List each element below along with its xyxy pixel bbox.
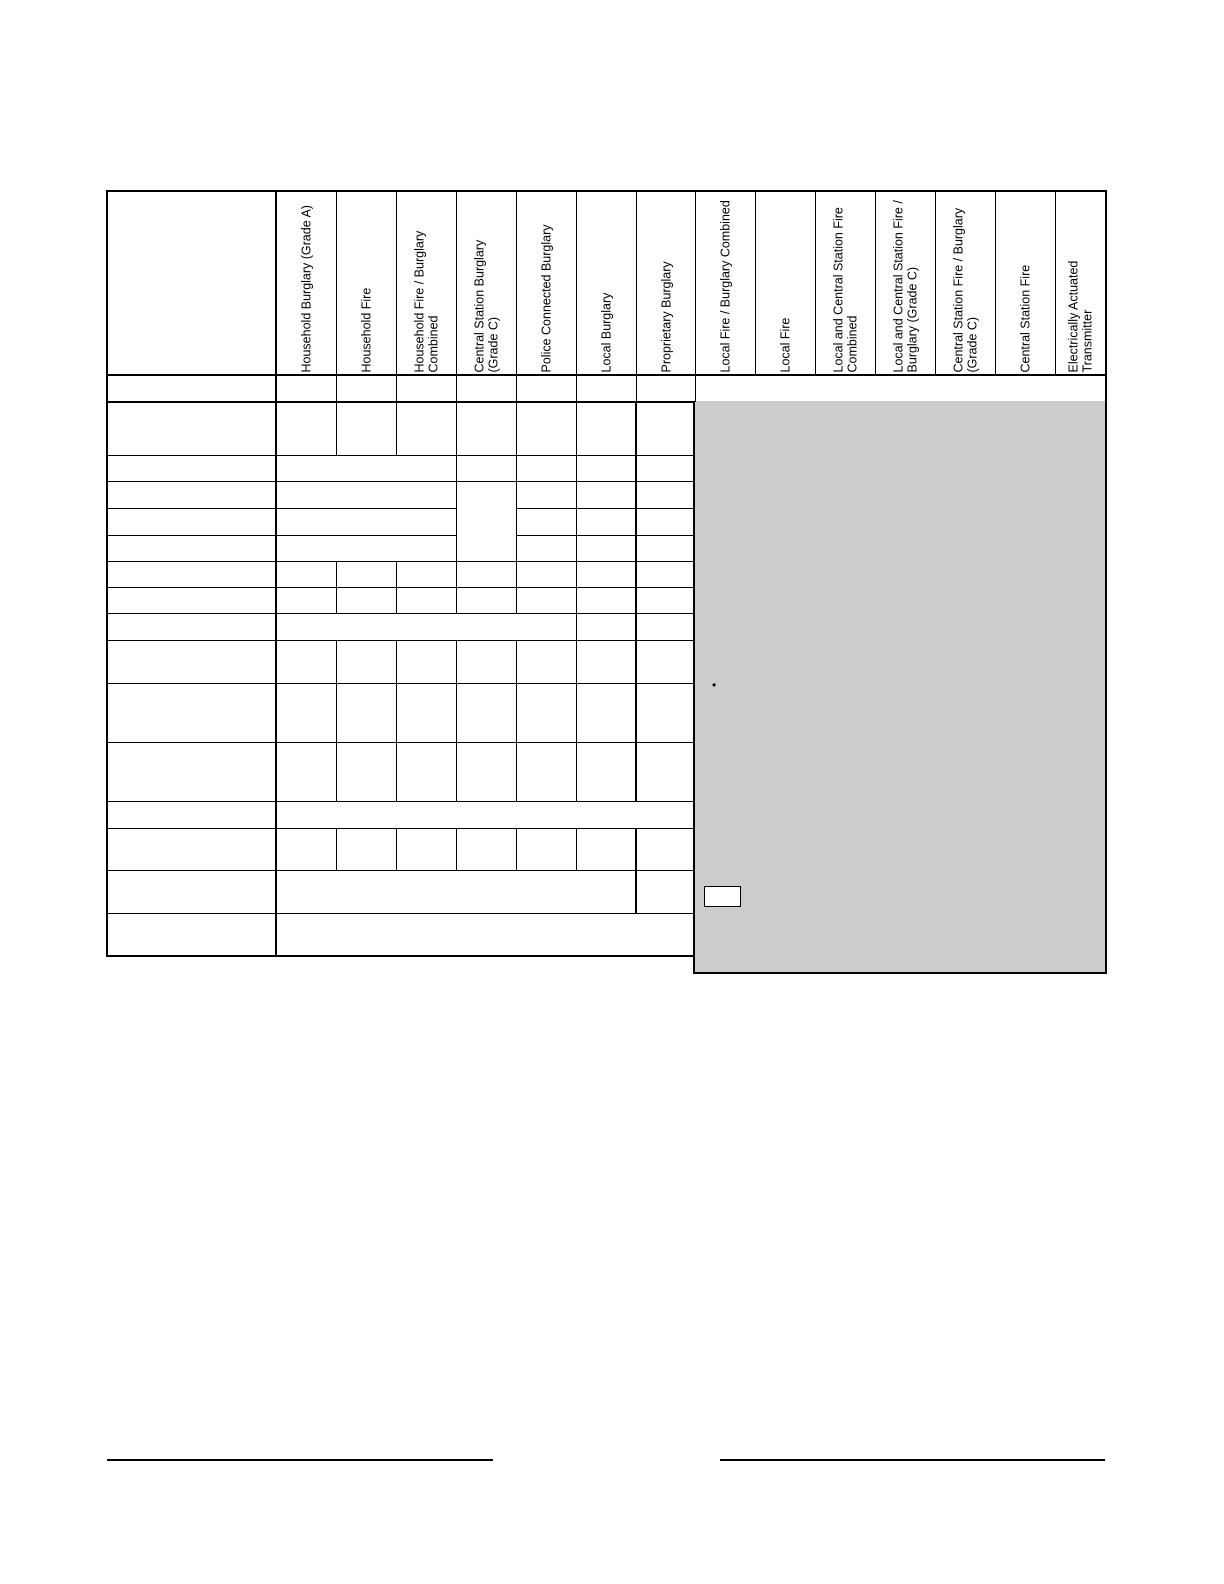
- header-divider: [396, 190, 397, 402]
- col-header-2: Household Fire: [359, 287, 374, 372]
- col-header-3: Household Fire / Burglary Combined: [412, 230, 440, 372]
- col-divider: [396, 401, 397, 456]
- panel-checkbox[interactable]: [704, 886, 741, 907]
- row-line-3: [106, 481, 695, 482]
- col-divider: [516, 401, 517, 613]
- row-line-5b: [516, 535, 695, 536]
- header-divider: [1055, 190, 1056, 375]
- col-divider: [396, 640, 397, 802]
- col-header-13: Central Station Fire: [1018, 264, 1033, 372]
- row-line-9: [106, 640, 695, 641]
- row-line-14: [106, 870, 695, 871]
- col-header-11: Local and Central Station Fire / Burglary (Grade C): [891, 199, 919, 372]
- col-header-5: Police Connected Burglary: [539, 224, 554, 372]
- row-line-11: [106, 742, 695, 743]
- header-divider: [336, 190, 337, 402]
- col-divider: [396, 828, 397, 871]
- label-column-divider: [275, 190, 277, 957]
- header-divider: [935, 190, 936, 375]
- col-divider: [336, 561, 337, 613]
- header-divider: [636, 190, 637, 402]
- col-divider: [635, 828, 637, 914]
- header-divider: [755, 190, 756, 375]
- col-header-7: Proprietary Burglary: [659, 260, 674, 372]
- row-line-8: [106, 613, 695, 614]
- col-divider: [456, 401, 457, 613]
- header-divider: [695, 190, 696, 402]
- header-divider: [576, 190, 577, 402]
- col-header-1: Household Burglary (Grade A): [299, 204, 314, 372]
- col-header-12: Central Station Fire / Burglary (Grade C): [951, 207, 979, 372]
- table-border-left: [106, 190, 108, 957]
- row-line-4: [106, 508, 456, 509]
- panel-border-left: [693, 401, 695, 974]
- row-line-7: [106, 587, 695, 588]
- col-header-4: Central Station Burglary (Grade C): [472, 239, 500, 372]
- col-header-9: Local Fire: [778, 317, 793, 372]
- col-divider: [456, 640, 457, 802]
- col-divider: [336, 640, 337, 802]
- col-header-14: Electrically Actuated Transmitter: [1066, 260, 1094, 372]
- col-header-8: Local Fire / Burglary Combined: [718, 199, 733, 372]
- col-divider: [396, 561, 397, 613]
- panel-border-bottom: [693, 972, 1107, 974]
- table-border-top: [106, 190, 1107, 192]
- header-divider: [875, 190, 876, 375]
- header-divider: [815, 190, 816, 375]
- row-line-6: [106, 561, 695, 562]
- header-divider: [456, 190, 457, 402]
- row-line-13: [106, 828, 695, 829]
- col-header-10: Local and Central Station Fire Combined: [831, 206, 859, 372]
- header-bottom-line: [106, 374, 1107, 376]
- col-divider: [516, 828, 517, 871]
- signature-line-right: [720, 1459, 1105, 1461]
- header-divider: [995, 190, 996, 375]
- col-divider: [336, 401, 337, 456]
- col-divider: [456, 828, 457, 871]
- col-header-6: Local Burglary: [599, 292, 614, 372]
- row-line-12: [106, 801, 695, 802]
- col-divider: [336, 828, 337, 871]
- col-divider: [516, 640, 517, 802]
- panel-border-right: [1105, 401, 1107, 974]
- table-border-bottom: [106, 955, 695, 957]
- table-border-right-upper: [1105, 190, 1107, 402]
- shaded-notes-panel: [694, 401, 1107, 973]
- row-line-10: [106, 683, 695, 684]
- col-divider: [576, 828, 577, 871]
- header-divider: [516, 190, 517, 402]
- row-line-15: [106, 913, 695, 914]
- col-divider: [635, 401, 637, 802]
- row-line-1: [106, 401, 695, 403]
- row-line-2: [106, 455, 695, 456]
- row-line-5: [106, 535, 456, 536]
- panel-bullet: •: [712, 678, 717, 692]
- row-line-4b: [516, 508, 695, 509]
- signature-line-left: [107, 1459, 493, 1461]
- col-divider: [576, 401, 577, 802]
